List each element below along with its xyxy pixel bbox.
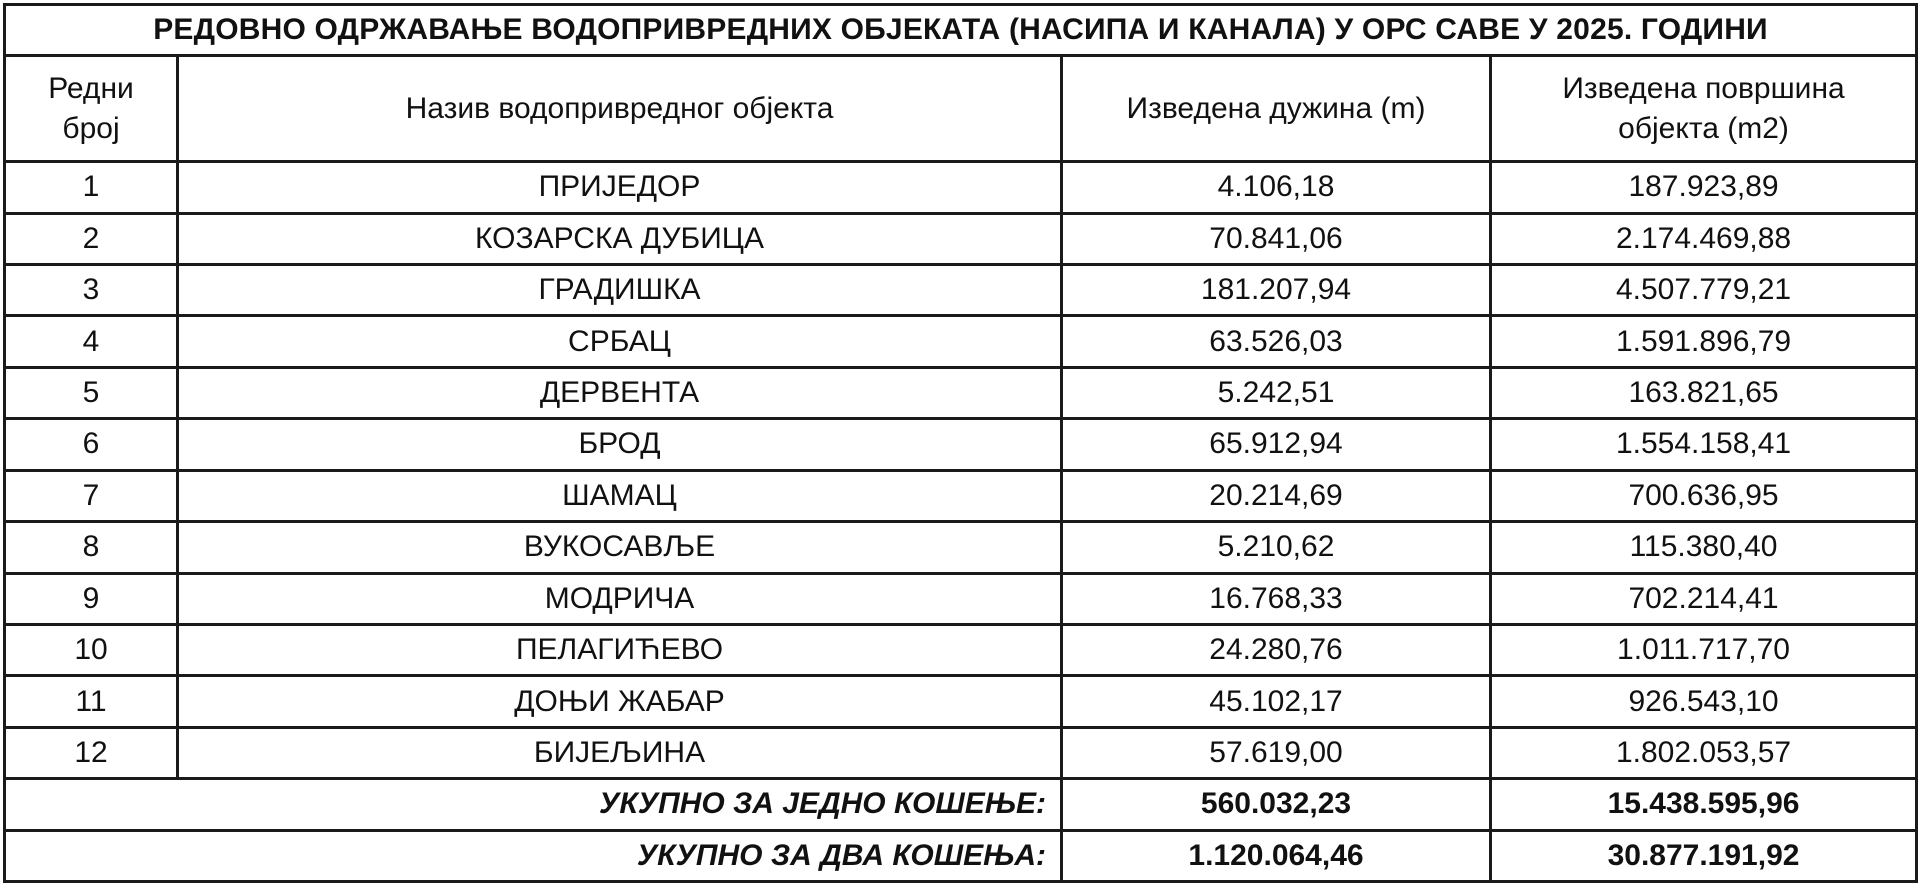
table-row	[5, 676, 1917, 727]
row-number-cell: 5	[5, 367, 178, 418]
length-cell: 4.106,18	[1062, 162, 1491, 213]
object-name-cell: МОДРИЧА	[178, 573, 1062, 624]
row-number-cell: 8	[5, 522, 178, 573]
table-title: РЕДОВНО ОДРЖАВАЊЕ ВОДОПРИВРЕДНИХ ОБЈЕКАТА (НАСИПА И КАНАЛА) У ОРС САВЕ У 2025. ГОДИНИ	[5, 5, 1917, 56]
length-cell: 20.214,69	[1062, 470, 1491, 521]
length-cell: 65.912,94	[1062, 419, 1491, 470]
object-name-cell: ВУКОСАВЉЕ	[178, 522, 1062, 573]
object-name-cell: БИЈЕЉИНА	[178, 727, 1062, 778]
row-number-cell: 9	[5, 573, 178, 624]
row-number-cell: 2	[5, 213, 178, 264]
table-row	[5, 419, 1917, 470]
object-name-cell: КОЗАРСКА ДУБИЦА	[178, 213, 1062, 264]
area-cell: 700.636,95	[1491, 470, 1917, 521]
header-row-number	[5, 56, 178, 162]
row-number-cell: 12	[5, 727, 178, 778]
object-name-cell: ШАМАЦ	[178, 470, 1062, 521]
total-label: УКУПНО ЗА ДВА КОШЕЊА:	[5, 830, 1062, 881]
table-row	[5, 213, 1917, 264]
header-row	[5, 56, 1917, 162]
row-number-cell: 11	[5, 676, 178, 727]
length-cell: 16.768,33	[1062, 573, 1491, 624]
object-name-cell: БРОД	[178, 419, 1062, 470]
table-row	[5, 265, 1917, 316]
length-cell: 5.210,62	[1062, 522, 1491, 573]
length-cell: 63.526,03	[1062, 316, 1491, 367]
maintenance-table	[3, 3, 1918, 883]
row-number-cell: 3	[5, 265, 178, 316]
total-area-cell: 30.877.191,92	[1491, 830, 1917, 881]
title-row	[5, 5, 1917, 56]
object-name-cell: ДОЊИ ЖАБАР	[178, 676, 1062, 727]
row-number-cell: 7	[5, 470, 178, 521]
length-cell: 181.207,94	[1062, 265, 1491, 316]
row-number-cell: 4	[5, 316, 178, 367]
header-row-number-line1: Редни	[48, 71, 134, 105]
object-name-cell: ПЕЛАГИЋЕВО	[178, 624, 1062, 675]
header-area-line1: Изведена површина	[1562, 71, 1845, 105]
total-length-cell: 560.032,23	[1062, 779, 1491, 830]
total-label: УКУПНО ЗА ЈЕДНО КОШЕЊЕ:	[5, 779, 1062, 830]
object-name-cell: ПРИЈЕДОР	[178, 162, 1062, 213]
table-body	[5, 5, 1917, 882]
area-cell: 1.591.896,79	[1491, 316, 1917, 367]
area-cell: 1.802.053,57	[1491, 727, 1917, 778]
table-row	[5, 367, 1917, 418]
area-cell: 702.214,41	[1491, 573, 1917, 624]
object-name-cell: СРБАЦ	[178, 316, 1062, 367]
table-row	[5, 522, 1917, 573]
row-number-cell: 10	[5, 624, 178, 675]
table-row	[5, 162, 1917, 213]
area-cell: 163.821,65	[1491, 367, 1917, 418]
table-row	[5, 316, 1917, 367]
table-row	[5, 624, 1917, 675]
table-row	[5, 573, 1917, 624]
area-cell: 1.554.158,41	[1491, 419, 1917, 470]
area-cell: 1.011.717,70	[1491, 624, 1917, 675]
table-row	[5, 470, 1917, 521]
object-name-cell: ДЕРВЕНТА	[178, 367, 1062, 418]
length-cell: 45.102,17	[1062, 676, 1491, 727]
total-row	[5, 779, 1917, 830]
header-object-name: Назив водопривредног објекта	[178, 56, 1062, 162]
length-cell: 5.242,51	[1062, 367, 1491, 418]
area-cell: 926.543,10	[1491, 676, 1917, 727]
row-number-cell: 1	[5, 162, 178, 213]
table-row	[5, 727, 1917, 778]
total-row	[5, 830, 1917, 881]
length-cell: 70.841,06	[1062, 213, 1491, 264]
total-area-cell: 15.438.595,96	[1491, 779, 1917, 830]
header-area-line2: објекта (m2)	[1618, 111, 1789, 145]
area-cell: 4.507.779,21	[1491, 265, 1917, 316]
header-area	[1491, 56, 1917, 162]
area-cell: 115.380,40	[1491, 522, 1917, 573]
object-name-cell: ГРАДИШКА	[178, 265, 1062, 316]
length-cell: 57.619,00	[1062, 727, 1491, 778]
area-cell: 2.174.469,88	[1491, 213, 1917, 264]
row-number-cell: 6	[5, 419, 178, 470]
total-length-cell: 1.120.064,46	[1062, 830, 1491, 881]
length-cell: 24.280,76	[1062, 624, 1491, 675]
area-cell: 187.923,89	[1491, 162, 1917, 213]
header-length: Изведена дужина (m)	[1062, 56, 1491, 162]
header-row-number-line2: број	[62, 111, 120, 145]
